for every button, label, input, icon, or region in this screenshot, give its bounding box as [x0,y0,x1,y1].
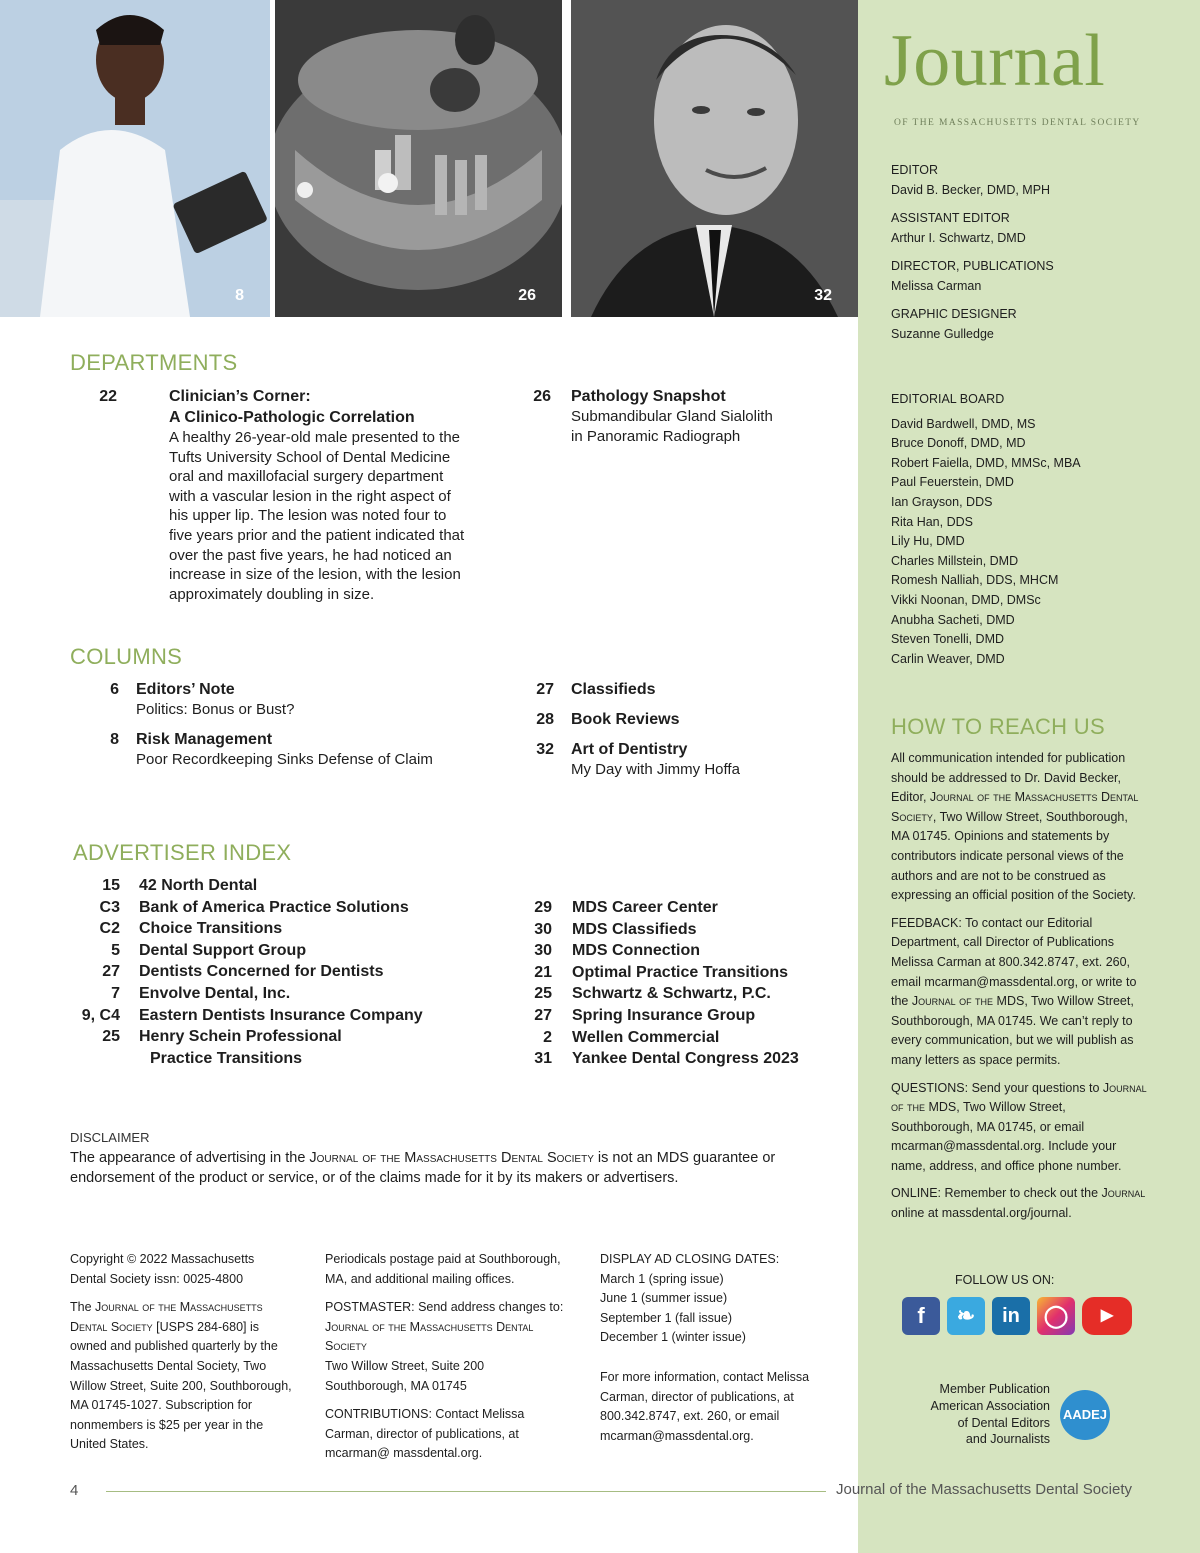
spacer [600,1348,840,1368]
advertiser-name: Practice Transitions [150,1049,303,1067]
advertiser-page: C3 [99,898,120,916]
advertiser-page: 2 [543,1028,552,1046]
entry-description: My Day with Jimmy Hoffa [571,761,740,778]
departments-title: DEPARTMENTS [70,350,238,375]
member-text: of Dental Editors [957,1415,1050,1430]
linkedin-icon[interactable]: in [992,1297,1030,1335]
reach-text: ONLINE: Remember to check out the [891,1186,1102,1201]
dentist-illustration [0,0,270,317]
entry-description: Poor Recordkeeping Sinks Defense of Claim [136,751,433,768]
journal-name: Journal of the Massachusetts Dental Society [70,1300,263,1334]
twitter-icon[interactable]: ❧ [947,1297,985,1335]
board-member: David Bardwell, DMD, MS [891,416,1036,431]
advertiser-name: Dental Support Group [139,941,307,959]
ad-date: September 1 (fall issue) [600,1310,733,1325]
advertiser-row[interactable] [72,918,472,940]
advertiser-row[interactable] [532,983,832,1005]
advertiser-page: 21 [534,963,552,981]
footer-postage-column [325,1250,575,1473]
entry-title: Classifieds [571,681,656,698]
how-to-reach-text [891,749,1149,1232]
board-member: Robert Faiella, DMD, MMSc, MBA [891,455,1081,470]
ownership-text [70,1298,292,1455]
entry-title: Art of Dentistry [571,741,688,758]
journal-name: Journal of the [911,994,994,1009]
board-member: Anubha Sacheti, DMD [891,612,1015,627]
entry-title: Clinician’s Corner: [169,388,311,405]
postage-text: Periodicals postage paid at Southborough, MA, and additional mailing offices. [325,1252,561,1286]
youtube-icon[interactable]: ▶ [1082,1297,1132,1335]
advertiser-page: 15 [102,877,120,894]
advertiser-page: 7 [111,984,120,1002]
aadej-logo: AADEJ [1060,1390,1110,1440]
advertiser-page: 9, C4 [81,1006,120,1024]
advertiser-page: 30 [534,942,552,960]
advertiser-name: Envolve Dental, Inc. [139,984,291,1002]
entry-page: 32 [536,741,554,758]
advertiser-row[interactable] [72,1026,472,1048]
entry-title: Book Reviews [571,711,680,728]
reach-text: FEEDBACK: To contact our Editorial Department, call Director of Publications Melissa Carman at 800.342.8747, ext. 260, email mcarman@massdental.org, or write to the [891,915,1137,1009]
column-entry[interactable] [100,729,500,770]
advertiser-name: Choice Transitions [139,920,283,938]
reach-text: QUESTIONS: Send your questions to [891,1080,1103,1095]
how-to-reach-title: HOW TO REACH US [891,714,1105,739]
journal-name: Journal of the [891,1080,1147,1115]
postmaster-address: Southborough, MA 01745 [325,1378,467,1393]
advertiser-row[interactable] [72,897,472,919]
member-text: Member Publication [939,1382,1050,1396]
footer-ad-dates-column [600,1250,840,1446]
staff-role: GRAPHIC DESIGNER [891,307,1017,321]
questions-paragraph [891,1079,1149,1177]
online-paragraph [891,1184,1149,1223]
staff-name: Arthur I. Schwartz, DMD [891,231,1026,245]
social-icons [902,1297,1132,1335]
advertiser-name: Wellen Commercial [572,1028,720,1046]
department-entry[interactable] [97,386,497,604]
footer-copyright-column [70,1250,292,1464]
advertiser-row[interactable] [532,1027,832,1049]
board-member: Lily Hu, DMD [891,534,965,549]
advertiser-name: 42 North Dental [139,877,258,894]
radiograph-illustration [275,0,562,317]
advertiser-name: MDS Classifieds [572,920,697,938]
entry-title: Risk Management [136,731,273,748]
postmaster-label: POSTMASTER: Send address changes to: [325,1300,564,1315]
reach-text: online at massdental.org/journal. [891,1206,1072,1221]
editorial-board [891,390,1181,669]
advertiser-name: MDS Career Center [572,899,718,916]
department-entry[interactable] [531,386,831,446]
journal-name: Journal [1101,1186,1146,1201]
advertiser-row[interactable] [72,961,472,983]
staff-role: ASSISTANT EDITOR [891,211,1010,225]
photo-page-number: 26 [518,287,536,304]
advertiser-row-continuation [72,1048,472,1070]
masthead-subtitle: OF THE MASSACHUSETTS DENTAL SOCIETY [894,118,1141,128]
entry-title: A Clinico-Pathologic Correlation [169,409,415,426]
board-member: Vikki Noonan, DMD, DMSc [891,592,1041,607]
entry-title: Editors’ Note [136,681,235,698]
masthead-title: Journal [884,20,1106,102]
advertiser-list-right [532,897,832,1070]
column-entry[interactable] [534,679,834,700]
advertiser-name: Eastern Dentists Insurance Company [139,1006,423,1024]
entry-description: Submandibular Gland Sialolith [571,408,773,425]
advertiser-row[interactable] [532,962,832,984]
board-member: Ian Grayson, DDS [891,494,993,509]
column-entry[interactable] [100,679,500,720]
advertiser-name: Optimal Practice Transitions [572,963,789,981]
advertiser-row[interactable] [532,897,832,919]
reach-text: MDS, Two Willow Street, Southborough, MA 01745, or email mcarman@massdental.org. Include your name, address, and office phone number. [891,1100,1122,1173]
entry-description: in Panoramic Radiograph [571,427,741,445]
advertiser-page: 29 [534,899,552,916]
advertiser-page: 31 [534,1050,552,1068]
board-member: Carlin Weaver, DMD [891,651,1005,666]
entry-description: Politics: Bonus or Bust? [136,701,295,718]
entry-page: 27 [536,681,554,698]
staff-name: David B. Becker, DMD, MPH [891,183,1051,197]
feedback-paragraph [891,914,1149,1071]
member-text: and Journalists [965,1432,1050,1447]
column-entry[interactable] [534,709,834,730]
column-entry[interactable] [534,739,834,780]
board-member: Romesh Nalliah, DDS, MHCM [891,573,1059,588]
disclaimer-text [70,1148,790,1188]
advertiser-row[interactable] [532,919,832,941]
advertiser-page: 30 [534,920,552,938]
board-member: Steven Tonelli, DMD [891,632,1005,647]
advertiser-page: 27 [534,1006,552,1024]
photo-page-number: 8 [235,287,244,304]
disclaimer-label: DISCLAIMER [70,1130,150,1145]
board-member: Charles Millstein, DMD [891,553,1019,568]
reach-text: , Two Willow Street, Southborough, MA 01745. Opinions and statements by contributors indicate personal views of the authors and are not to be construed as expressing an official position of the Society. [891,809,1136,903]
follow-us-label: FOLLOW US ON: [955,1273,1055,1287]
advertiser-row[interactable] [72,875,472,897]
ad-date: March 1 (spring issue) [600,1271,724,1286]
advertiser-page: 25 [102,1028,120,1046]
entry-title: Pathology Snapshot [571,388,726,405]
ownership-part: The [70,1300,96,1315]
advertiser-index-title: ADVERTISER INDEX [73,840,292,865]
entry-page: 8 [110,731,119,748]
staff-role: DIRECTOR, PUBLICATIONS [891,259,1054,273]
ad-dates-title: DISPLAY AD CLOSING DATES: [600,1252,780,1266]
photo-page-number: 32 [814,287,832,304]
facebook-icon[interactable]: f [902,1297,940,1335]
board-member: Bruce Donoff, DMD, MD [891,436,1026,451]
advertiser-row[interactable] [72,1005,472,1027]
postmaster-address: Two Willow Street, Suite 200 [325,1358,485,1373]
board-member: Paul Feuerstein, DMD [891,475,1014,490]
photo-dentist-clipboard [0,0,270,317]
copyright-text: Copyright © 2022 Massachusetts Dental Society issn: 0025-4800 [70,1252,255,1286]
advertiser-row[interactable] [72,940,472,962]
postmaster-block [325,1298,575,1396]
advertiser-row[interactable] [532,940,832,962]
advertiser-name: Yankee Dental Congress 2023 [572,1050,799,1068]
reach-text: MDS, Two Willow Street, Southborough, MA 01745. We can’t reply to every communication, but we will publish as many letters as space permits. [891,994,1134,1067]
staff-name: Suzanne Gulledge [891,327,994,341]
columns-title: COLUMNS [70,644,183,669]
ownership-part: [USPS 284-680] is owned and published quarterly by the Massachusetts Dental Society, Two Willow Street, Suite 200, Southborough, MA 01745-1027. Subscription for nonmembers is $25 per year in the United States. [70,1319,292,1452]
contributions-text: CONTRIBUTIONS: Contact Melissa Carman, director of publications, at mcarman@ massdental.org. [325,1407,525,1461]
staff-name: Melissa Carman [891,279,982,293]
footer-divider [106,1491,826,1492]
reach-text: All communication intended for publication should be addressed to Dr. David Becker, Editor, [891,751,1126,805]
advertiser-page: 25 [534,985,552,1003]
portrait-illustration [571,0,858,317]
advertiser-page: 27 [102,963,120,981]
entry-description: A healthy 26-year-old male presented to the Tufts University School of Dental Medicine oral and maxillofacial surgery department with a vascular lesion in the right aspect of his upper lip. The lesion was noted four to five years prior and the patient indicated that over the past five years, he had noticed an increase in size of the lesion, with the lesion approximately doubling in size. [169,429,465,603]
entry-page: 22 [99,388,117,405]
advertiser-name: Bank of America Practice Solutions [139,898,409,916]
advertiser-row[interactable] [72,983,472,1005]
advertiser-name: Henry Schein Professional [139,1028,342,1046]
instagram-icon[interactable]: ◯ [1037,1297,1075,1335]
editorial-board-title: EDITORIAL BOARD [891,392,1005,406]
more-info-text: For more information, contact Melissa Carman, director of publications, at 800.342.8747, ext. 260, or email mcarman@massdental.org. [600,1369,810,1443]
staff-role: EDITOR [891,163,938,177]
advertiser-page: C2 [99,920,120,938]
ad-date: December 1 (winter issue) [600,1330,746,1345]
ad-date: June 1 (summer issue) [600,1291,728,1306]
entry-page: 28 [536,711,554,728]
staff-list [891,160,1181,344]
advertiser-list-left [72,875,472,1069]
disclaimer-part: is not an MDS guarantee or endorsement of the product or service, or of the claims made for it by its makers or advertisers. [70,1150,776,1186]
disclaimer-part: The appearance of advertising in the [70,1150,310,1166]
page-number: 4 [70,1482,79,1499]
journal-name: Journal of the Massachusetts Dental Society [309,1150,594,1166]
entry-page: 6 [110,681,119,698]
photo-panoramic-radiograph [275,0,562,317]
reach-paragraph [891,749,1149,906]
advertiser-name: Schwartz & Schwartz, P.C. [572,985,771,1003]
photo-portrait-black-white [571,0,858,317]
footer-journal-title: Journal of the Massachusetts Dental Society [836,1481,1132,1498]
board-member: Rita Han, DDS [891,514,973,529]
member-text: American Association [930,1398,1050,1413]
advertiser-name: Dentists Concerned for Dentists [139,963,384,981]
entry-page: 26 [533,388,551,405]
advertiser-row[interactable] [532,1048,832,1070]
member-publication [900,1381,1050,1448]
advertiser-name: Spring Insurance Group [572,1006,756,1024]
journal-name: Journal of the Massachusetts Dental Society [891,790,1139,824]
advertiser-page: 5 [111,941,120,959]
journal-name: Journal of the Massachusetts Dental Society [325,1319,534,1354]
advertiser-row[interactable] [532,1005,832,1027]
advertiser-name: MDS Connection [572,942,700,960]
